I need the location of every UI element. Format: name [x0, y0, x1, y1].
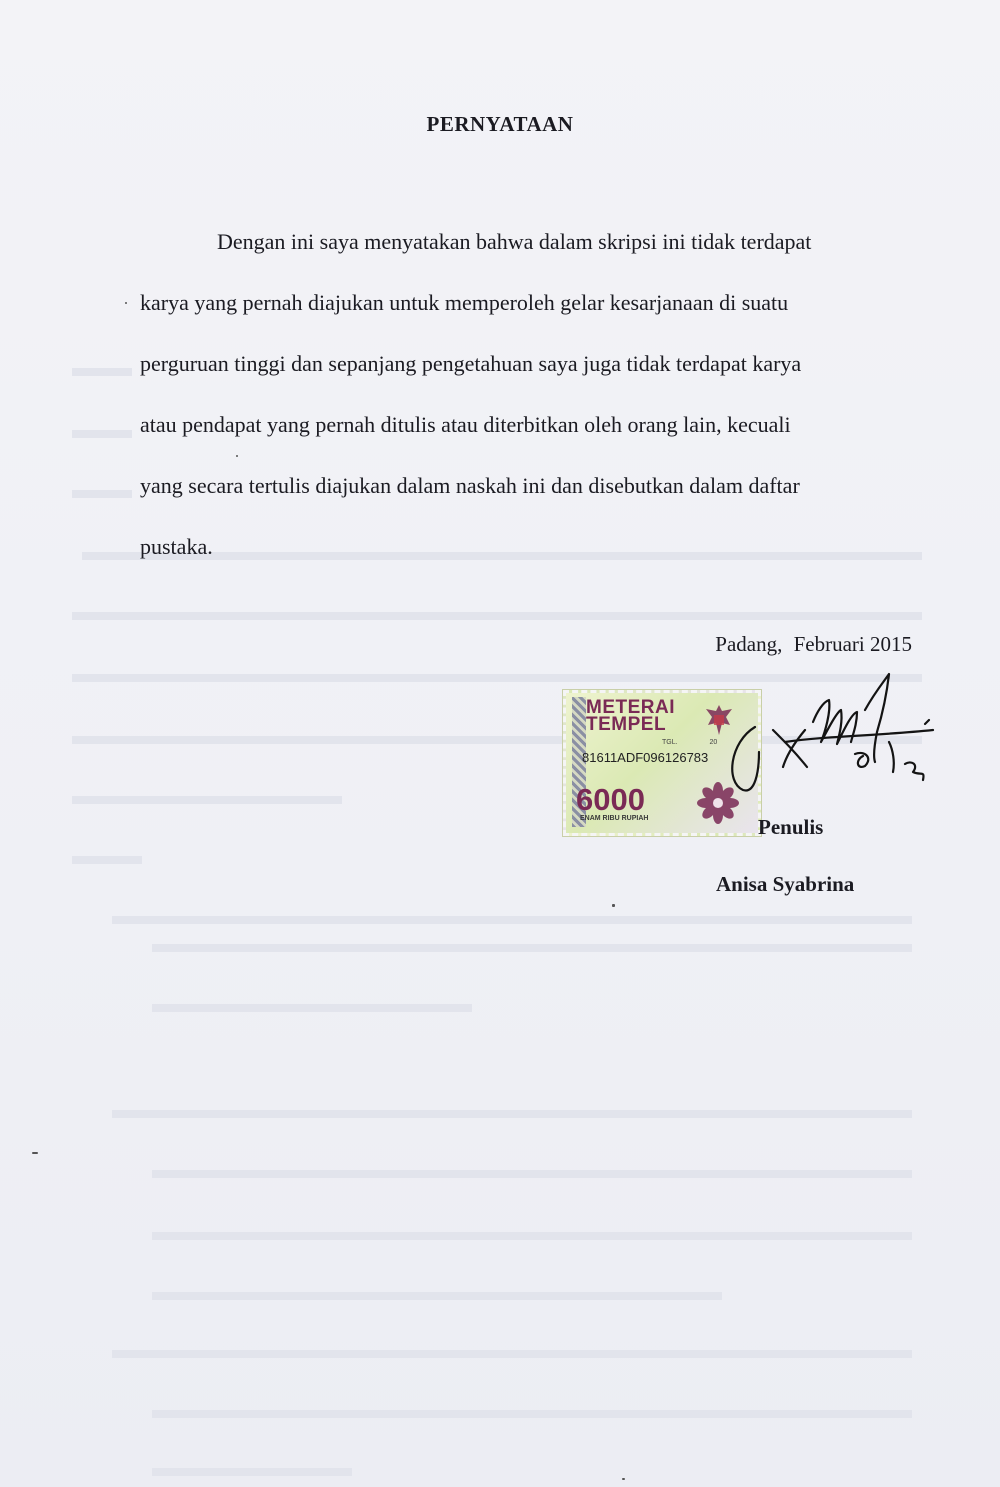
paper-speck [125, 302, 127, 304]
statement-line: pustaka. [140, 534, 213, 559]
stamp-title-line: METERAI [586, 697, 675, 718]
signatory-role: Penulis [758, 815, 824, 839]
date: Februari 2015 [793, 632, 912, 656]
show-through-texture-lower [72, 940, 932, 1480]
page-title: PERNYATAAN [426, 112, 574, 136]
place-date [709, 632, 912, 657]
show-through-lines-lower [72, 940, 932, 1480]
statement-line: perguruan tinggi dan sepanjang pengetahuan saya juga tidak terdapat karya [140, 351, 802, 376]
author-name: Anisa Syabrina [716, 872, 855, 896]
stamp-value-words: ENAM RIBU RUPIAH [580, 815, 649, 822]
statement-line: Dengan ini saya menyatakan bahwa dalam skripsi ini tidak terdapat [217, 229, 812, 254]
paper-speck [622, 1478, 625, 1480]
paper-speck [612, 904, 615, 907]
stamp-serial: 81611ADF096126783 [582, 750, 709, 765]
statement-line: atau pendapat yang pernah ditulis atau diterbitkan oleh orang lain, kecuali [140, 412, 791, 437]
handwritten-signature [725, 672, 940, 807]
statement-line: karya yang pernah diajukan untuk memperoleh gelar kesarjanaan di suatu [140, 290, 789, 315]
stamp-title-line: TEMPEL [586, 714, 667, 735]
paper-speck [32, 1152, 38, 1154]
stamp-tgl-year: 20 [709, 739, 718, 746]
stamp-title [586, 699, 675, 733]
place: Padang, [715, 632, 783, 656]
paper-speck [236, 455, 238, 457]
stamp-tgl-label: TGL. [662, 739, 678, 746]
statement-line: yang secara tertulis diajukan dalam naskah ini dan disebutkan dalam daftar [140, 473, 800, 498]
stamp-value: 6000 [576, 782, 645, 817]
statement-paragraph [140, 211, 920, 577]
